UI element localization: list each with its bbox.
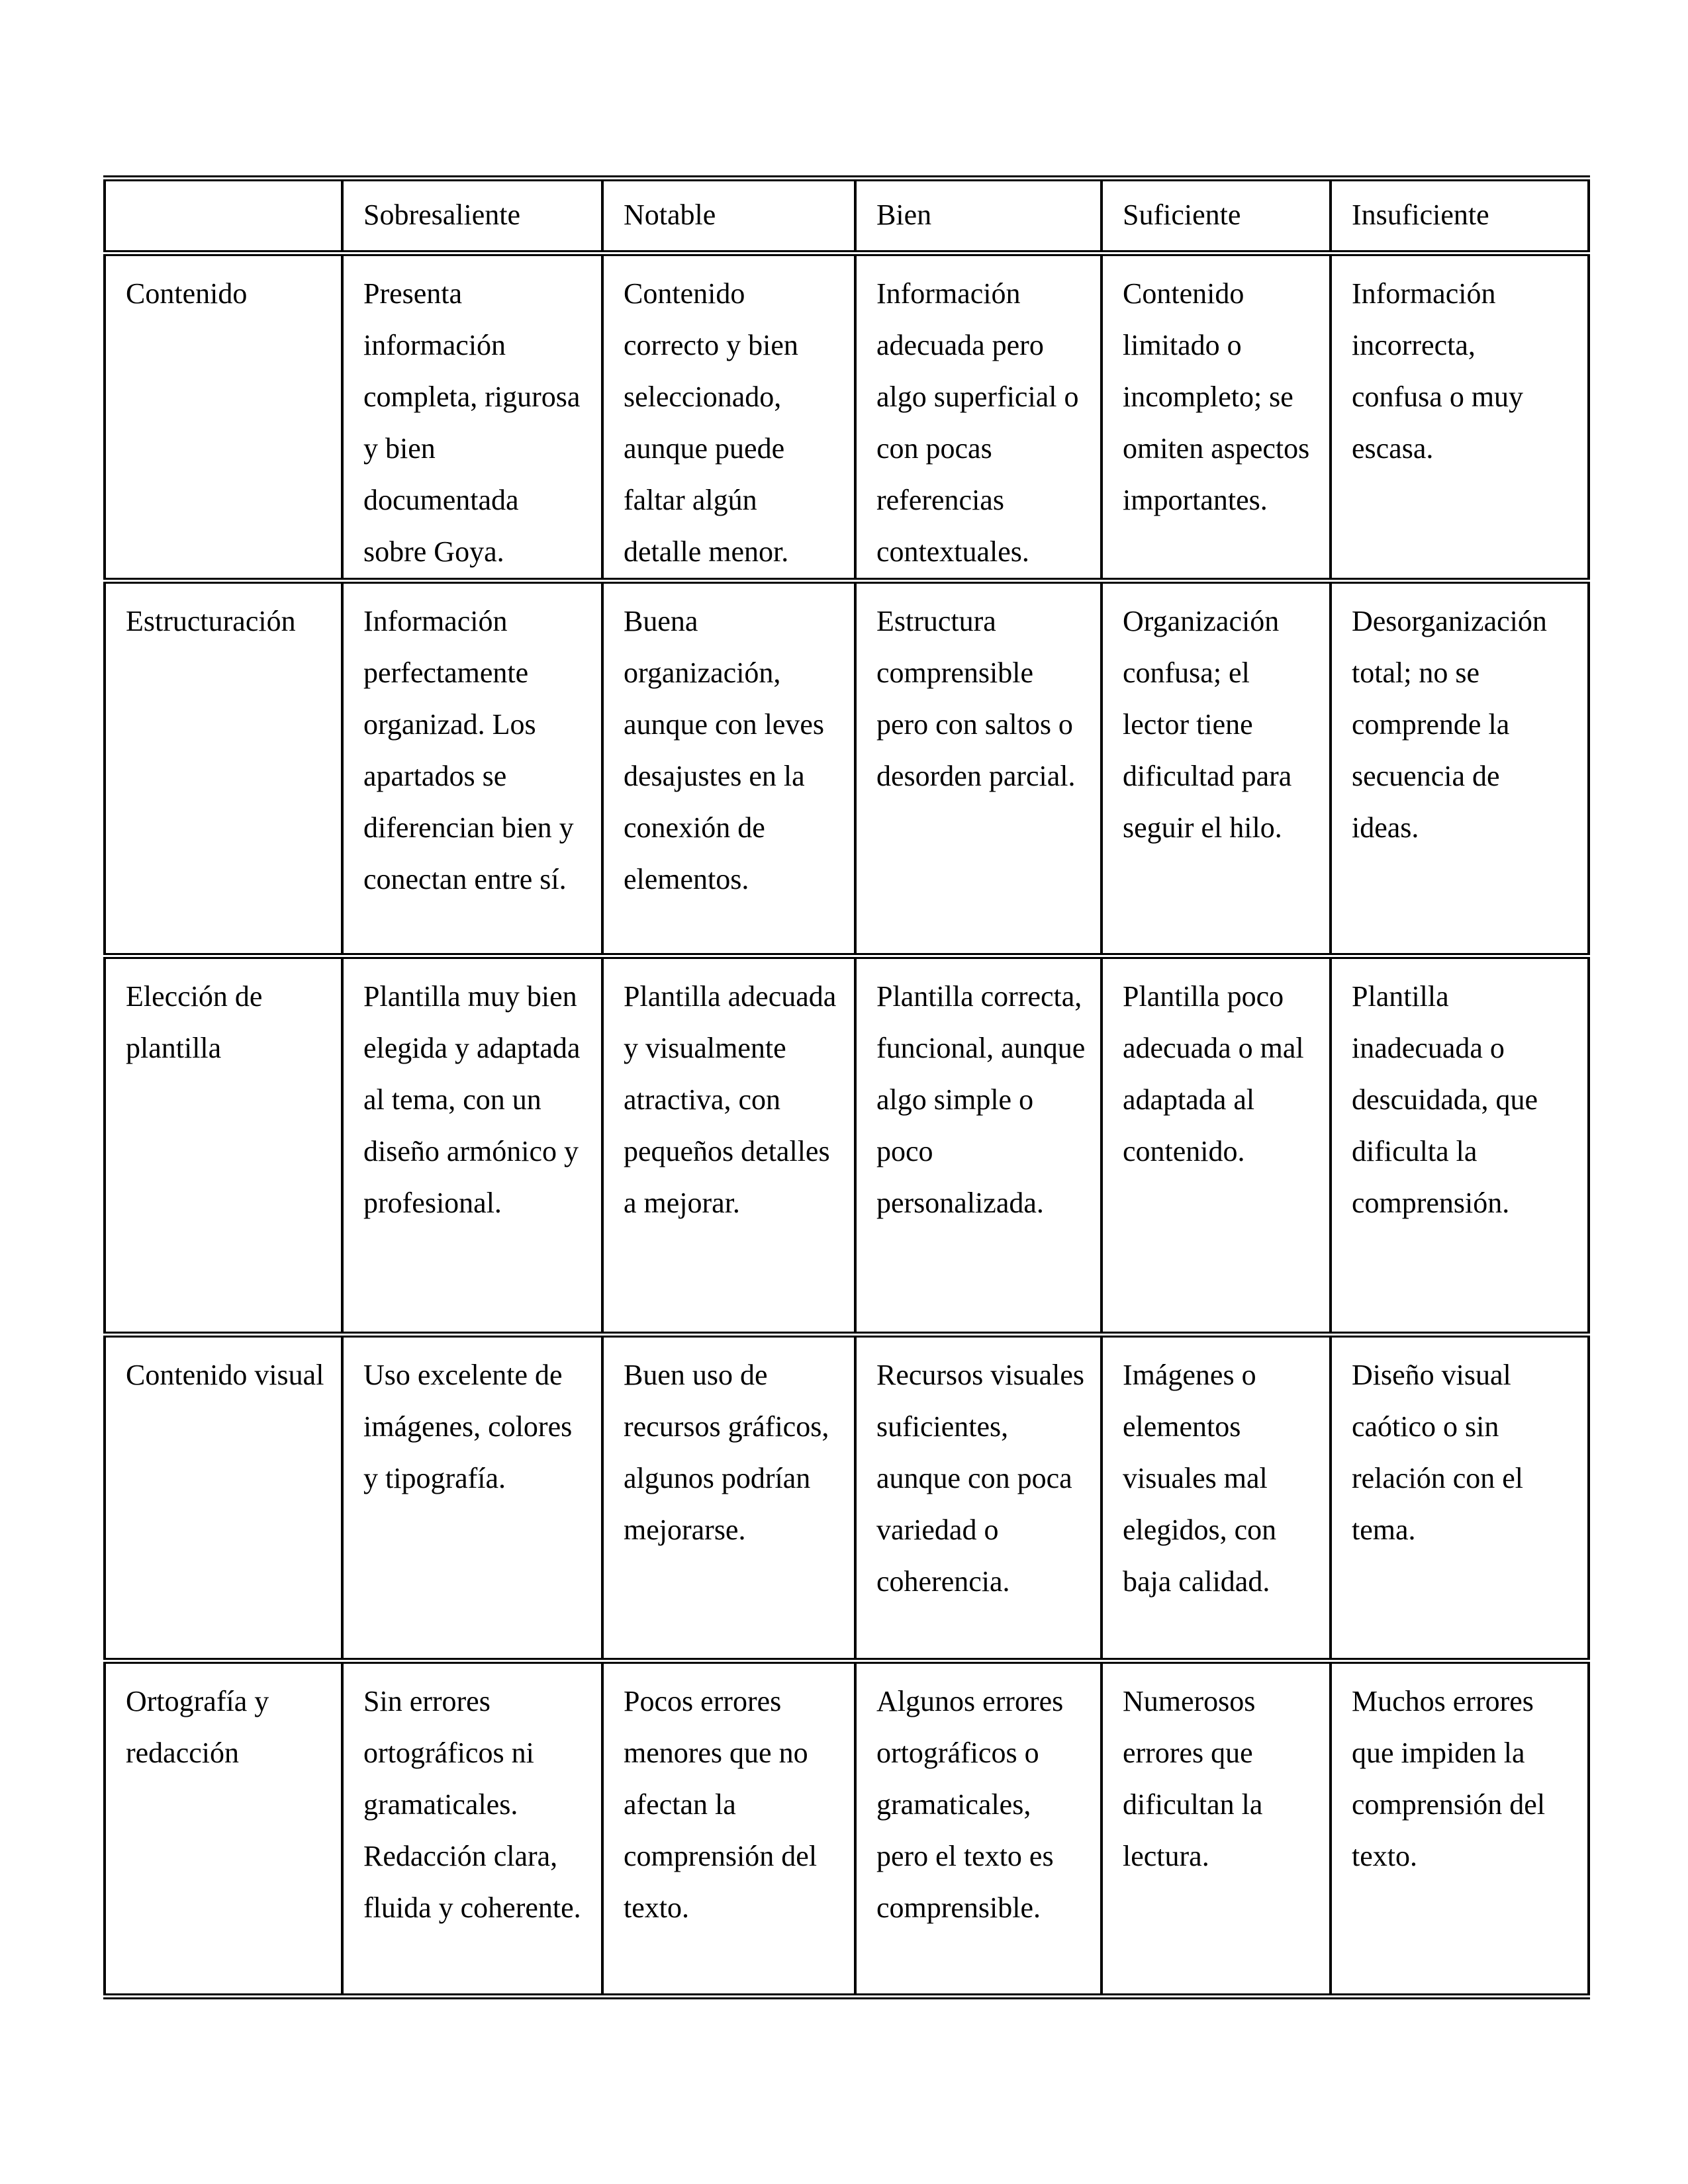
row-header-ortografia-y-redaccion: Ortografía y redacción (105, 1661, 342, 1997)
table-row (105, 1661, 1589, 1997)
column-header-suficiente: Suficiente (1102, 179, 1331, 253)
table-row (105, 581, 1589, 956)
column-header-sobresaliente: Sobresaliente (342, 179, 602, 253)
rubric-cell: Información perfectamente organizad. Los apartados se diferencian bien y conectan entre sí. (342, 581, 602, 956)
rubric-table (103, 175, 1590, 1999)
rubric-cell: Diseño visual caótico o sin relación con el tema. (1331, 1335, 1589, 1661)
rubric-cell: Numerosos errores que dificultan la lectura. (1102, 1661, 1331, 1997)
rubric-cell: Presenta información completa, rigurosa y bien documentada sobre Goya. (342, 253, 602, 581)
rubric-cell: Recursos visuales suficientes, aunque con poca variedad o coherencia. (855, 1335, 1102, 1661)
row-header-contenido-visual: Contenido visual (105, 1335, 342, 1661)
rubric-cell: Información incorrecta, confusa o muy escasa. (1331, 253, 1589, 581)
rubric-cell: Desorganización total; no se comprende la secuencia de ideas. (1331, 581, 1589, 956)
rubric-cell: Buen uso de recursos gráficos, algunos podrían mejorarse. (602, 1335, 855, 1661)
rubric-cell: Muchos errores que impiden la comprensión del texto. (1331, 1661, 1589, 1997)
column-header-notable: Notable (602, 179, 855, 253)
rubric-cell: Sin errores ortográficos ni gramaticales. Redacción clara, fluida y coherente. (342, 1661, 602, 1997)
table-row (105, 253, 1589, 581)
header-row (105, 179, 1589, 253)
rubric-cell: Imágenes o elementos visuales mal elegidos, con baja calidad. (1102, 1335, 1331, 1661)
column-header-insuficiente: Insuficiente (1331, 179, 1589, 253)
rubric-cell: Contenido correcto y bien seleccionado, aunque puede faltar algún detalle menor. (602, 253, 855, 581)
rubric-cell: Uso excelente de imágenes, colores y tipografía. (342, 1335, 602, 1661)
rubric-cell: Algunos errores ortográficos o gramaticales, pero el texto es comprensible. (855, 1661, 1102, 1997)
rubric-cell: Organización confusa; el lector tiene dificultad para seguir el hilo. (1102, 581, 1331, 956)
rubric-cell: Pocos errores menores que no afectan la comprensión del texto. (602, 1661, 855, 1997)
rubric-cell: Plantilla inadecuada o descuidada, que dificulta la comprensión. (1331, 956, 1589, 1335)
row-header-estructuracion: Estructuración (105, 581, 342, 956)
rubric-cell: Plantilla muy bien elegida y adaptada al tema, con un diseño armónico y profesional. (342, 956, 602, 1335)
rubric-cell: Buena organización, aunque con leves desajustes en la conexión de elementos. (602, 581, 855, 956)
rubric-cell: Plantilla poco adecuada o mal adaptada al contenido. (1102, 956, 1331, 1335)
row-header-eleccion-de-plantilla: Elección de plantilla (105, 956, 342, 1335)
rubric-cell: Información adecuada pero algo superficial o con pocas referencias contextuales. (855, 253, 1102, 581)
corner-cell (105, 179, 342, 253)
table-row (105, 956, 1589, 1335)
column-header-bien: Bien (855, 179, 1102, 253)
rubric-cell: Contenido limitado o incompleto; se omiten aspectos importantes. (1102, 253, 1331, 581)
row-header-contenido: Contenido (105, 253, 342, 581)
rubric-cell: Plantilla adecuada y visualmente atractiva, con pequeños detalles a mejorar. (602, 956, 855, 1335)
rubric-cell: Plantilla correcta, funcional, aunque algo simple o poco personalizada. (855, 956, 1102, 1335)
table-row (105, 1335, 1589, 1661)
rubric-cell: Estructura comprensible pero con saltos o desorden parcial. (855, 581, 1102, 956)
